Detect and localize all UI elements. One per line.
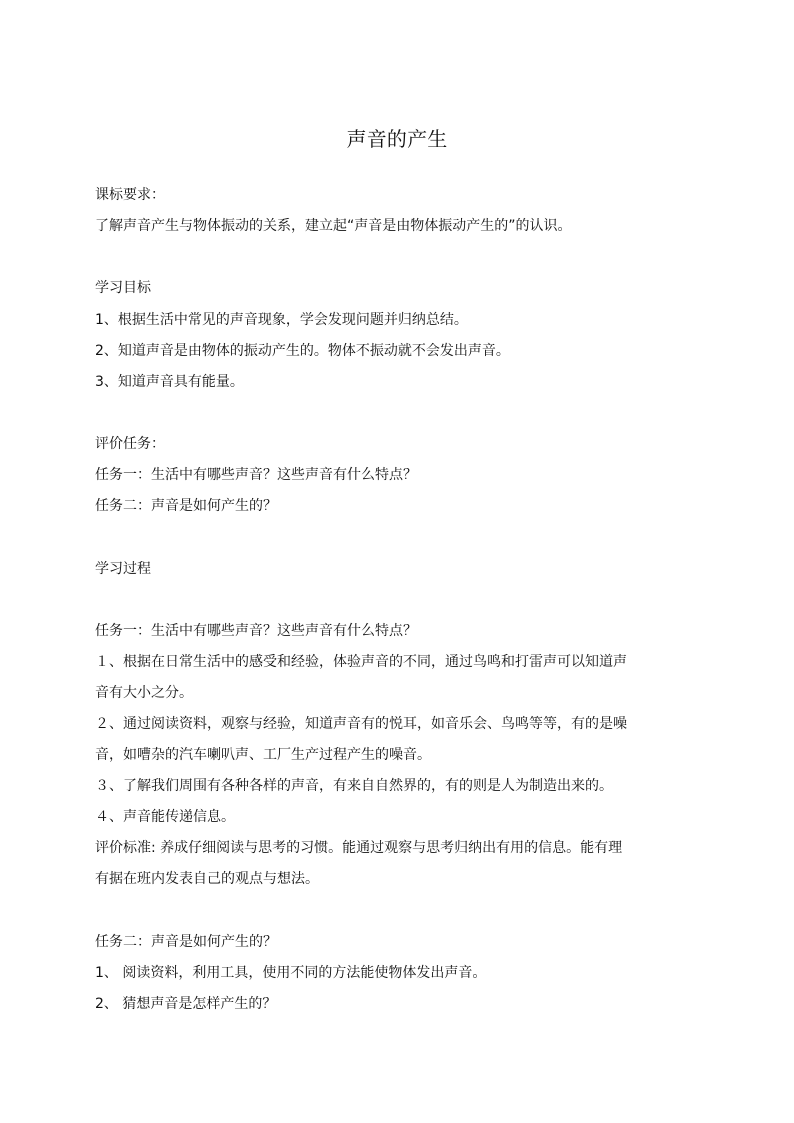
task2-line: 2、 猜想声音是怎样产生的？ <box>95 996 277 1012</box>
objective-item: 1、根据生活中常见的声音现象，学会发现问题并归纳总结。 <box>95 312 468 328</box>
evaluation-heading: 评价任务： <box>95 436 165 452</box>
objective-item: 3、知道声音具有能量。 <box>95 374 244 390</box>
task1-line: ２、通过阅读资料，观察与经验，知道声音有的悦耳，如音乐会、鸟鸣等等，有的是噪 <box>95 716 627 732</box>
task2-heading: 任务二：声音是如何产生的？ <box>95 934 277 950</box>
objective-item: 2、知道声音是由物体的振动产生的。物体不振动就不会发出声音。 <box>95 343 510 359</box>
task1-line: 音，如嘈杂的汽车喇叭声、工厂生产过程产生的噪音。 <box>95 747 431 763</box>
task2-line: 1、 阅读资料，利用工具，使用不同的方法能使物体发出声音。 <box>95 965 487 981</box>
task1-line: 音有大小之分。 <box>95 685 193 701</box>
task1-heading: 任务一：生活中有哪些声音？这些声音有什么特点？ <box>95 623 417 639</box>
evaluation-item: 任务二：声音是如何产生的？ <box>95 498 277 514</box>
task1-line: ３、了解我们周围有各种各样的声音，有来自自然界的，有的则是人为制造出来的。 <box>95 778 613 794</box>
process-heading: 学习过程 <box>95 561 151 577</box>
evaluation-item: 任务一：生活中有哪些声音？这些声音有什么特点？ <box>95 467 417 483</box>
curriculum-heading: 课标要求： <box>95 187 165 203</box>
task1-line: １、根据在日常生活中的感受和经验，体验声音的不同，通过鸟鸣和打雷声可以知道声 <box>95 654 627 670</box>
evaluation-standard-line: 有据在班内发表自己的观点与想法。 <box>95 871 319 887</box>
evaluation-standard-line: 评价标准: 养成仔细阅读与思考的习惯。能通过观察与思考归纳出有用的信息。能有理 <box>95 840 623 856</box>
objectives-heading: 学习目标 <box>95 280 151 296</box>
document-title: 声音的产生 <box>346 127 448 151</box>
task1-line: ４、声音能传递信息。 <box>95 809 235 825</box>
curriculum-text: 了解声音产生与物体振动的关系，建立起“声音是由物体振动产生的”的认识。 <box>95 218 572 234</box>
